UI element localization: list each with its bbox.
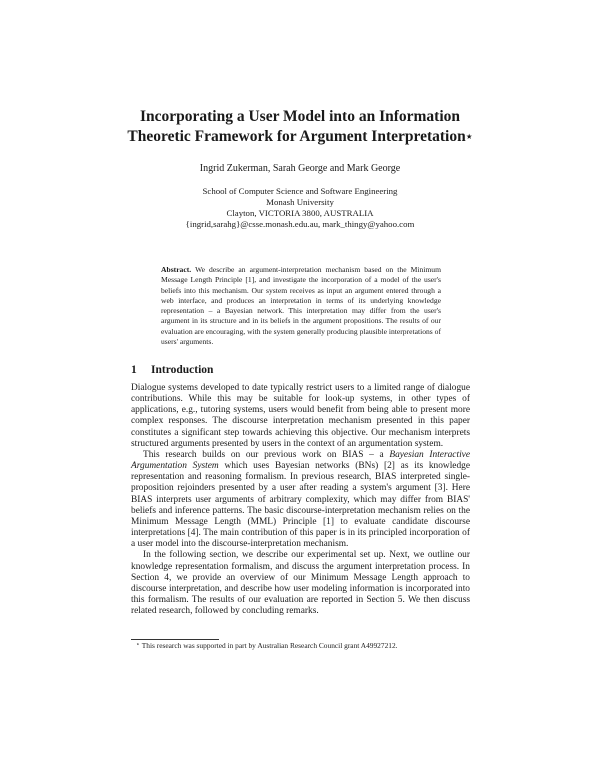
body-text	[131, 383, 470, 617]
paragraph-3: In the following section, we describe our experimental set up. Next, we outline our knowledge representation formalism, and discuss the argument interpretation process. In Section 4, we provide an overview of our Minimum Message Length approach to discourse interpretation, and describe how user modeling information is incorporated into this formalism. The results of our evaluation are reported in Section 5. We then discuss related research, followed by concluding remarks.	[131, 550, 470, 617]
footnote-text: This research was supported in part by Australian Research Council grant A49927212.	[141, 641, 398, 650]
paragraph-2	[131, 450, 470, 550]
abstract-label: Abstract.	[161, 265, 192, 274]
title-footnote-mark: ⋆	[465, 131, 473, 143]
footnote	[131, 641, 470, 650]
title-line-1: Incorporating a User Model into an Information	[139, 108, 461, 125]
title-line-2-text: Theoretic Framework for Argument Interpretation	[127, 128, 466, 145]
footnote-divider	[131, 639, 219, 640]
affiliation	[100, 186, 500, 230]
section-title: Introduction	[151, 364, 214, 376]
paragraph-2-rest: which uses Bayesian networks (BNs) [2] as its knowledge representation and reasoning formalism. In previous research, BIAS interpreted single-proposition rejoinders presented by a user after reading a system's argument [3]. Here BIAS interprets user arguments of arbitrary complexity, which may differ from BIAS' beliefs and inference patterns. The basic discourse-interpretation mechanism relies on the Minimum Message Length (MML) Principle [1] to evaluate candidate discourse interpretations [4]. The main contribution of this paper is in its principled incorporation of a user model into the discourse-interpretation mechanism.	[131, 461, 470, 550]
bias-expansion: Bayesian Interactive Argumentation System	[131, 449, 470, 472]
abstract-text: We describe an argument-interpretation mechanism based on the Minimum Message Length Principle [1], and investigate the incorporation of a model of the user's beliefs into this mechanism. Our system receives as input an argument entered through a web interface, and produces an interpretation in terms of its underlying knowledge representation – a Bayesian network. This interpretation may differ from the user's argument in its structure and in its beliefs in the argument propositions. The results of our evaluation are encouraging, with the system generally producing plausible interpretations of users' arguments.	[161, 265, 441, 346]
paragraph-2-start: This research builds on our previous work on BIAS – a	[143, 449, 390, 460]
author-list: Ingrid Zukerman, Sarah George and Mark George	[199, 163, 401, 174]
section-heading	[131, 364, 213, 376]
paragraph-1: Dialogue systems developed to date typically restrict users to a limited range of dialogue contributions. While this may be suitable for look-up systems, in other types of applications, e.g., tutoring systems, users would benefit from being able to present more complex responses. The discourse interpretation mechanism presented in this paper constitutes a significant step towards achieving this objective. Our mechanism interprets structured arguments presented by users in the context of an argumentation system.	[131, 383, 470, 449]
footnote-mark: ⋆	[136, 642, 140, 648]
section-number: 1	[131, 364, 137, 376]
affiliation-university: Monash University	[266, 197, 334, 207]
affiliation-address: Clayton, VICTORIA 3800, AUSTRALIA	[226, 208, 374, 218]
abstract	[161, 265, 441, 347]
affiliation-school: School of Computer Science and Software Engineering	[202, 186, 398, 196]
affiliation-emails: {ingrid,sarahg}@csse.monash.edu.au, mark_thingy@yahoo.com	[185, 219, 415, 229]
paper-title	[100, 107, 500, 147]
title-line-2	[100, 127, 500, 147]
